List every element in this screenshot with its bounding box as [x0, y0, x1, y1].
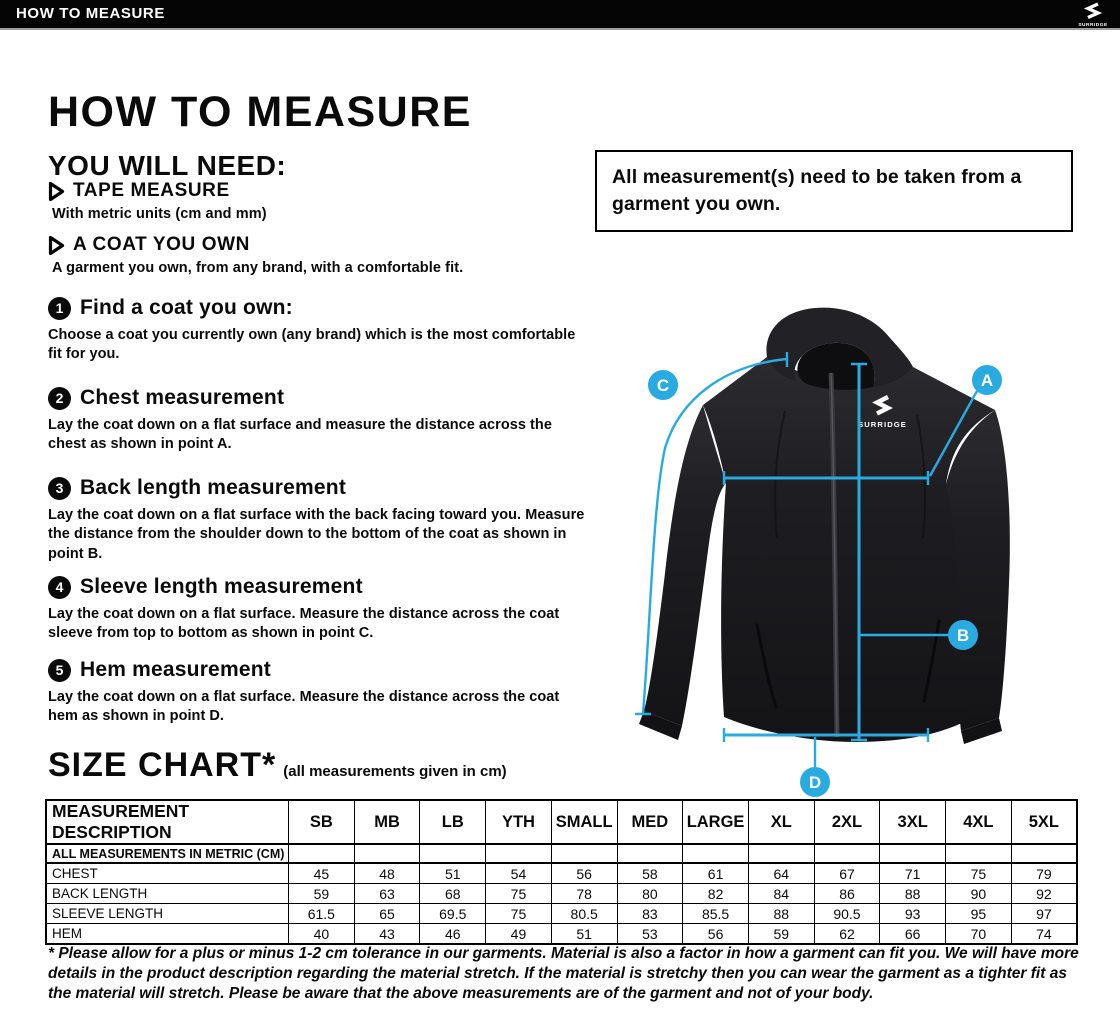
- need-desc: A garment you own, from any brand, with a comfortable fit.: [52, 260, 464, 276]
- size-value-cell: 67: [814, 863, 880, 884]
- jacket-body: [703, 357, 995, 742]
- size-table-row: [46, 904, 1077, 924]
- size-value-cell: 43: [354, 924, 420, 945]
- step-desc: Lay the coat down on a flat surface. Measure the distance across the coat sleeve from top to bottom as shown in point C.: [48, 606, 560, 642]
- size-value-cell: 59: [289, 884, 355, 904]
- top-bar-title: HOW TO MEASURE: [16, 5, 165, 22]
- size-value-cell: 75: [486, 904, 552, 924]
- triangle-bullet-icon: [48, 235, 65, 256]
- size-value-cell: 75: [946, 863, 1012, 884]
- need-item-tape-measure: [48, 180, 588, 222]
- size-value-cell: 54: [486, 863, 552, 884]
- measurement-note-box: [595, 150, 1073, 232]
- size-value-cell: 88: [880, 884, 946, 904]
- size-value-cell: 70: [946, 924, 1012, 945]
- size-value-cell: 88: [748, 904, 814, 924]
- size-chart-subtitle: (all measurements given in cm): [283, 763, 507, 780]
- point-c-label: C: [656, 376, 670, 395]
- measure-row-label: HEM: [46, 924, 289, 945]
- size-value-cell: 61.5: [289, 904, 355, 924]
- page-title: HOW TO MEASURE: [48, 87, 472, 136]
- size-col-header: SMALL: [551, 800, 617, 844]
- col-header-description: MEASUREMENT DESCRIPTION: [46, 800, 289, 844]
- step-desc: Choose a coat you currently own (any brand) which is the most comfortable fit for you.: [48, 327, 576, 363]
- step-number-badge: 2: [48, 387, 71, 410]
- need-item-coat: [48, 234, 588, 276]
- tolerance-footnote: * Please allow for a plus or minus 1-2 cm tolerance in our garments. Material is also a factor in how a garment can fit you. We will have more details in the product description regarding the material stretch. If the material is stretchy then you can wear the garment as a tighter fit as the material will stretch. Please be aware that the above measurements are of the garment and not of your body.: [48, 945, 1079, 1003]
- empty-cell: [1011, 844, 1077, 863]
- size-value-cell: 63: [354, 884, 420, 904]
- step-1: [48, 296, 588, 365]
- size-value-cell: 92: [1011, 884, 1077, 904]
- step-4: [48, 575, 588, 644]
- metric-note-cell: ALL MEASUREMENTS IN METRIC (CM): [46, 844, 289, 863]
- step-title: Back length measurement: [80, 476, 347, 499]
- step-5: [48, 658, 588, 727]
- triangle-bullet-icon: [48, 181, 65, 202]
- step-2: [48, 386, 588, 455]
- size-chart-title: SIZE CHART*: [48, 746, 277, 784]
- size-value-cell: 78: [551, 884, 617, 904]
- size-value-cell: 71: [880, 863, 946, 884]
- step-title: Sleeve length measurement: [80, 575, 363, 598]
- metric-note-row: [46, 844, 1077, 863]
- you-will-need-heading: YOU WILL NEED:: [48, 150, 287, 182]
- size-value-cell: 59: [748, 924, 814, 945]
- step-title: Hem measurement: [80, 658, 271, 681]
- measure-row-label: BACK LENGTH: [46, 884, 289, 904]
- empty-cell: [420, 844, 486, 863]
- size-value-cell: 69.5: [420, 904, 486, 924]
- size-table-body: [46, 844, 1077, 944]
- empty-cell: [486, 844, 552, 863]
- size-value-cell: 53: [617, 924, 683, 945]
- empty-cell: [748, 844, 814, 863]
- step-number-badge: 1: [48, 297, 71, 320]
- step-desc: Lay the coat down on a flat surface and measure the distance across the chest as shown in point A.: [48, 417, 552, 453]
- empty-cell: [683, 844, 749, 863]
- size-value-cell: 46: [420, 924, 486, 945]
- size-value-cell: 56: [683, 924, 749, 945]
- step-number-badge: 5: [48, 659, 71, 682]
- size-col-header: XL: [748, 800, 814, 844]
- size-col-header: 4XL: [946, 800, 1012, 844]
- size-value-cell: 61: [683, 863, 749, 884]
- surridge-logo-text: SURRIDGE: [1078, 23, 1108, 28]
- size-value-cell: 65: [354, 904, 420, 924]
- measure-row-label: SLEEVE LENGTH: [46, 904, 289, 924]
- empty-cell: [354, 844, 420, 863]
- point-d-label: D: [808, 773, 822, 792]
- size-col-header: 5XL: [1011, 800, 1077, 844]
- size-value-cell: 83: [617, 904, 683, 924]
- need-desc: With metric units (cm and mm): [52, 206, 267, 222]
- size-col-header: MB: [354, 800, 420, 844]
- size-col-header: LB: [420, 800, 486, 844]
- size-value-cell: 84: [748, 884, 814, 904]
- empty-cell: [880, 844, 946, 863]
- step-number-badge: 3: [48, 477, 71, 500]
- step-3: [48, 476, 588, 564]
- left-sleeve: [644, 405, 726, 726]
- size-col-header: YTH: [486, 800, 552, 844]
- size-table-row: [46, 924, 1077, 945]
- empty-cell: [946, 844, 1012, 863]
- size-value-cell: 74: [1011, 924, 1077, 945]
- size-value-cell: 90: [946, 884, 1012, 904]
- size-value-cell: 45: [289, 863, 355, 884]
- size-value-cell: 93: [880, 904, 946, 924]
- step-number-badge: 4: [48, 576, 71, 599]
- size-value-cell: 86: [814, 884, 880, 904]
- step-desc: Lay the coat down on a flat surface. Measure the distance across the coat hem as shown in point D.: [48, 689, 560, 725]
- size-table-header: [46, 800, 1077, 844]
- size-value-cell: 51: [420, 863, 486, 884]
- jacket-measurement-diagram: [605, 293, 1075, 805]
- size-value-cell: 49: [486, 924, 552, 945]
- step-title: Chest measurement: [80, 386, 285, 409]
- size-chart-heading: [48, 746, 507, 785]
- empty-cell: [289, 844, 355, 863]
- empty-cell: [814, 844, 880, 863]
- size-value-cell: 68: [420, 884, 486, 904]
- size-value-cell: 48: [354, 863, 420, 884]
- jacket-illustration: [639, 308, 1010, 744]
- size-value-cell: 79: [1011, 863, 1077, 884]
- size-value-cell: 75: [486, 884, 552, 904]
- point-a-label: A: [980, 371, 994, 390]
- jacket-logo-text: SURRIDGE: [858, 420, 907, 429]
- size-value-cell: 85.5: [683, 904, 749, 924]
- surridge-logo-icon: [1072, 1, 1114, 33]
- top-bar: [0, 0, 1120, 30]
- size-col-header: SB: [289, 800, 355, 844]
- size-value-cell: 82: [683, 884, 749, 904]
- need-label: TAPE MEASURE: [73, 180, 230, 201]
- step-desc: Lay the coat down on a flat surface with the back facing toward you. Measure the distance from the shoulder down to the bottom of the coat as shown in point B.: [48, 507, 585, 562]
- size-chart-table: [45, 799, 1078, 945]
- size-value-cell: 80.5: [551, 904, 617, 924]
- size-value-cell: 95: [946, 904, 1012, 924]
- step-title: Find a coat you own:: [80, 296, 293, 319]
- size-table-row: [46, 863, 1077, 884]
- size-value-cell: 62: [814, 924, 880, 945]
- size-col-header: 3XL: [880, 800, 946, 844]
- size-value-cell: 40: [289, 924, 355, 945]
- empty-cell: [551, 844, 617, 863]
- size-col-header: LARGE: [683, 800, 749, 844]
- size-value-cell: 58: [617, 863, 683, 884]
- size-value-cell: 90.5: [814, 904, 880, 924]
- empty-cell: [617, 844, 683, 863]
- size-value-cell: 51: [551, 924, 617, 945]
- size-value-cell: 66: [880, 924, 946, 945]
- size-value-cell: 56: [551, 863, 617, 884]
- measure-row-label: CHEST: [46, 863, 289, 884]
- measurement-note-text: All measurement(s) need to be taken from a garment you own.: [612, 166, 1022, 215]
- size-value-cell: 80: [617, 884, 683, 904]
- size-col-header: MED: [617, 800, 683, 844]
- size-value-cell: 64: [748, 863, 814, 884]
- size-value-cell: 97: [1011, 904, 1077, 924]
- size-table-row: [46, 884, 1077, 904]
- need-label: A COAT YOU OWN: [73, 234, 250, 255]
- point-b-label: B: [956, 626, 970, 645]
- size-col-header: 2XL: [814, 800, 880, 844]
